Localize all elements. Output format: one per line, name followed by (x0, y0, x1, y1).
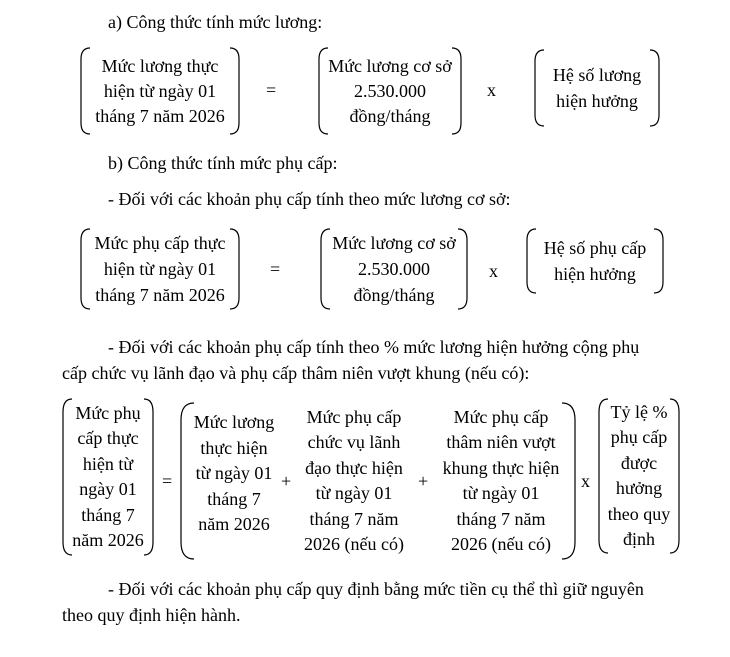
times-sign: x (487, 80, 496, 100)
item-base-salary: - Đối với các khoản phụ cấp tính theo mức lương cơ sở: (108, 189, 511, 209)
seniority-line: Mức phụ cấp (453, 406, 549, 427)
item-fixed-line1: - Đối với các khoản phụ cấp quy định bằng mức tiền cụ thể thì giữ nguyên (108, 579, 644, 599)
lhs-line: Mức phụ (75, 402, 141, 423)
base-line: Mức lương cơ sở (328, 55, 452, 76)
equals-sign: = (162, 471, 173, 491)
base-salary-box (320, 228, 468, 310)
base-line: đồng/tháng (353, 285, 435, 305)
leader-line: tháng 7 năm (309, 508, 399, 529)
salary-column (188, 410, 280, 538)
lhs-line: năm 2026 (72, 530, 144, 550)
rate-line: định (622, 529, 655, 549)
rate-line: hưởng (615, 478, 663, 498)
leader-line: đạo thực hiện (305, 457, 403, 478)
seniority-line: thâm niên vượt (446, 432, 556, 452)
lhs-line: tháng 7 năm 2026 (95, 285, 225, 305)
lhs-line: tháng 7 năm 2026 (95, 105, 225, 126)
equals-sign: = (266, 80, 277, 100)
base-line: 2.530.000 (358, 259, 430, 279)
seniority-column (432, 404, 570, 558)
allowance-coefficient-box (526, 228, 664, 294)
leader-line: từ ngày 01 (315, 483, 393, 503)
lhs-line: cấp thực (77, 428, 139, 448)
leadership-column (296, 404, 412, 558)
lhs-line: hiện từ ngày 01 (103, 80, 217, 101)
heading-a: a) Công thức tính mức lương: (108, 12, 323, 32)
seniority-line: khung thực hiện (442, 457, 560, 478)
salary-line: tháng 7 (207, 488, 261, 509)
seniority-line: tháng 7 năm (456, 508, 546, 529)
salary-line: Mức lương (193, 412, 275, 433)
rate-line: Tỷ lệ % (610, 401, 668, 422)
salary-line: thực hiện (200, 437, 268, 458)
lhs-line: tháng 7 (81, 504, 135, 525)
plus-sign: + (418, 471, 429, 491)
base-line: 2.530.000 (354, 80, 426, 101)
rate-line: theo quy (607, 503, 671, 524)
lhs-line: ngày 01 (79, 479, 137, 499)
allowance-result-box (80, 228, 240, 310)
times-sign: x (581, 471, 590, 491)
lhs-line: hiện từ ngày 01 (103, 259, 217, 279)
item-percent-line1: - Đối với các khoản phụ cấp tính theo % mức lương hiện hưởng cộng phụ (108, 337, 640, 357)
coef-line: Hệ số lương (552, 65, 642, 85)
coefficient-box (534, 49, 660, 127)
leader-line: Mức phụ cấp (306, 406, 402, 427)
heading-b: b) Công thức tính mức phụ cấp: (108, 153, 338, 173)
salary-line: từ ngày 01 (195, 463, 273, 484)
seniority-line: 2026 (nếu có) (451, 534, 551, 554)
coef-line: hiện hưởng (556, 91, 638, 111)
rate-box (598, 398, 680, 554)
times-sign: x (489, 261, 498, 281)
equals-sign: = (270, 259, 281, 279)
allowance-result-box (62, 398, 154, 556)
lhs-line: hiện từ (82, 453, 134, 474)
rate-line: phụ cấp (610, 427, 668, 447)
coef-line: Hệ số phụ cấp (543, 238, 647, 258)
leader-line: 2026 (nếu có) (304, 534, 404, 554)
plus-sign: + (281, 471, 292, 491)
lhs-line: Mức lương thực (101, 55, 219, 76)
leader-line: chức vụ lãnh (307, 432, 401, 452)
salary-line: năm 2026 (198, 514, 270, 535)
base-salary-box (318, 47, 462, 135)
coef-line: hiện hưởng (554, 264, 636, 284)
rate-line: được (620, 452, 658, 473)
salary-result-box (80, 47, 240, 135)
base-line: đồng/tháng (349, 105, 431, 126)
base-line: Mức lương cơ sở (332, 233, 456, 253)
seniority-line: từ ngày 01 (462, 483, 540, 503)
lhs-line: Mức phụ cấp thực (94, 233, 226, 253)
item-percent-line2: cấp chức vụ lãnh đạo và phụ cấp thâm niên vượt khung (nếu có): (62, 363, 530, 383)
item-fixed-line2: theo quy định hiện hành. (62, 605, 241, 625)
